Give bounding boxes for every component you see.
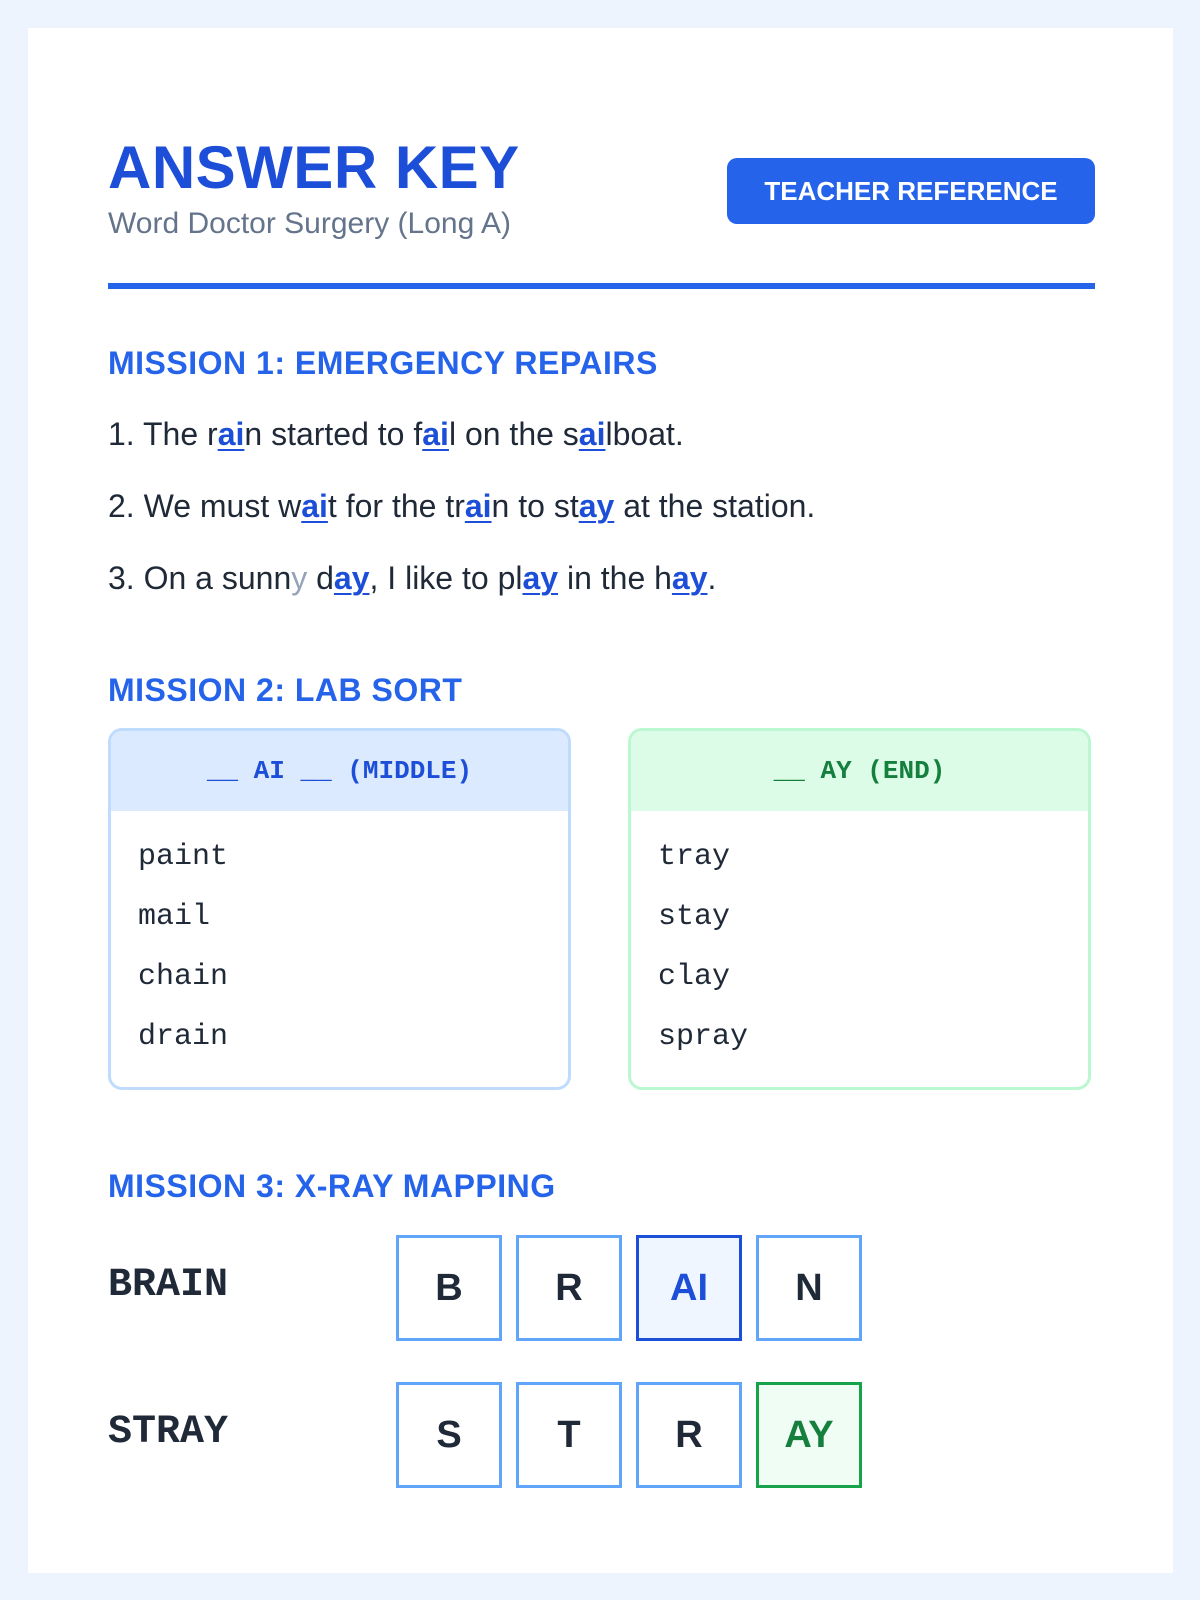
answer-vowel-team: ai: [464, 488, 492, 524]
list-item: tray: [658, 840, 731, 874]
ay-sort-box: [628, 728, 1091, 1090]
mapping-word: STRAY: [108, 1410, 229, 1455]
sentence-text: at the station.: [614, 488, 816, 524]
ay-word-list: [631, 811, 1088, 1067]
ai-sort-box: [108, 728, 571, 1090]
answer-vowel-team: ay: [671, 560, 708, 596]
list-item: mail: [138, 900, 211, 934]
ai-word-list: [111, 811, 568, 1067]
sentence-text: .: [707, 560, 717, 596]
answer-vowel-team: ay: [522, 560, 559, 596]
list-item: spray: [658, 1020, 749, 1054]
page-title: ANSWER KEY: [108, 134, 520, 201]
sentence-2: [108, 488, 815, 525]
sound-tile: R: [636, 1382, 742, 1488]
answer-vowel-team: ay: [578, 488, 615, 524]
worksheet-page: [28, 28, 1173, 1573]
sentence-text: l on the s: [448, 416, 579, 452]
mission3-title: MISSION 3: X-RAY MAPPING: [108, 1168, 556, 1204]
mapping-row-stray: [108, 1382, 1095, 1488]
sentence-text: We must w: [143, 488, 302, 524]
sentence-text: n started to f: [244, 416, 423, 452]
answer-vowel-team: ai: [578, 416, 606, 452]
sentence-number: 2.: [108, 488, 135, 524]
list-item: paint: [138, 840, 229, 874]
page-subtitle: Word Doctor Surgery (Long A): [108, 207, 511, 240]
sentence-text: t for the tr: [327, 488, 465, 524]
sentence-text: , I like to pl: [369, 560, 523, 596]
answer-vowel-team: ai: [422, 416, 449, 452]
mapping-row-brain: [108, 1235, 1095, 1341]
list-item: drain: [138, 1020, 229, 1054]
teacher-reference-badge: TEACHER REFERENCE: [727, 158, 1095, 224]
sound-tile: R: [516, 1235, 622, 1341]
sentence-number: 3.: [108, 560, 135, 596]
answer-vowel-team: ai: [301, 488, 328, 524]
answer-vowel-team: ai: [217, 416, 245, 452]
list-item: chain: [138, 960, 229, 994]
sound-tile-vowel-team: AY: [756, 1382, 862, 1488]
sentence-text: d: [307, 560, 334, 596]
mapping-word: BRAIN: [108, 1263, 229, 1308]
sound-tiles: [396, 1235, 862, 1341]
sentence-3: [108, 560, 716, 597]
sentence-text: in the h: [558, 560, 672, 596]
sound-tile: N: [756, 1235, 862, 1341]
sentence-text: The r: [143, 416, 218, 452]
mission1-title: MISSION 1: EMERGENCY REPAIRS: [108, 345, 658, 381]
ay-sort-header: __ AY (END): [631, 731, 1088, 811]
sound-tile: S: [396, 1382, 502, 1488]
sentence-text: On a sunn: [143, 560, 292, 596]
sound-tile-vowel-team: AI: [636, 1235, 742, 1341]
answer-vowel-team: ay: [333, 560, 370, 596]
page-header: [108, 133, 1095, 293]
mission2-title: MISSION 2: LAB SORT: [108, 672, 463, 708]
sentence-number: 1.: [108, 416, 135, 452]
sentence-text: n to st: [491, 488, 579, 524]
sound-tile: T: [516, 1382, 622, 1488]
list-item: clay: [658, 960, 731, 994]
sentence-text-faint: y: [291, 560, 308, 596]
sentence-1: [108, 416, 684, 453]
sound-tiles: [396, 1382, 862, 1488]
sound-tile: B: [396, 1235, 502, 1341]
list-item: stay: [658, 900, 731, 934]
header-divider: [108, 283, 1095, 289]
ai-sort-header: __ AI __ (MIDDLE): [111, 731, 568, 811]
sentence-text: lboat.: [605, 416, 684, 452]
